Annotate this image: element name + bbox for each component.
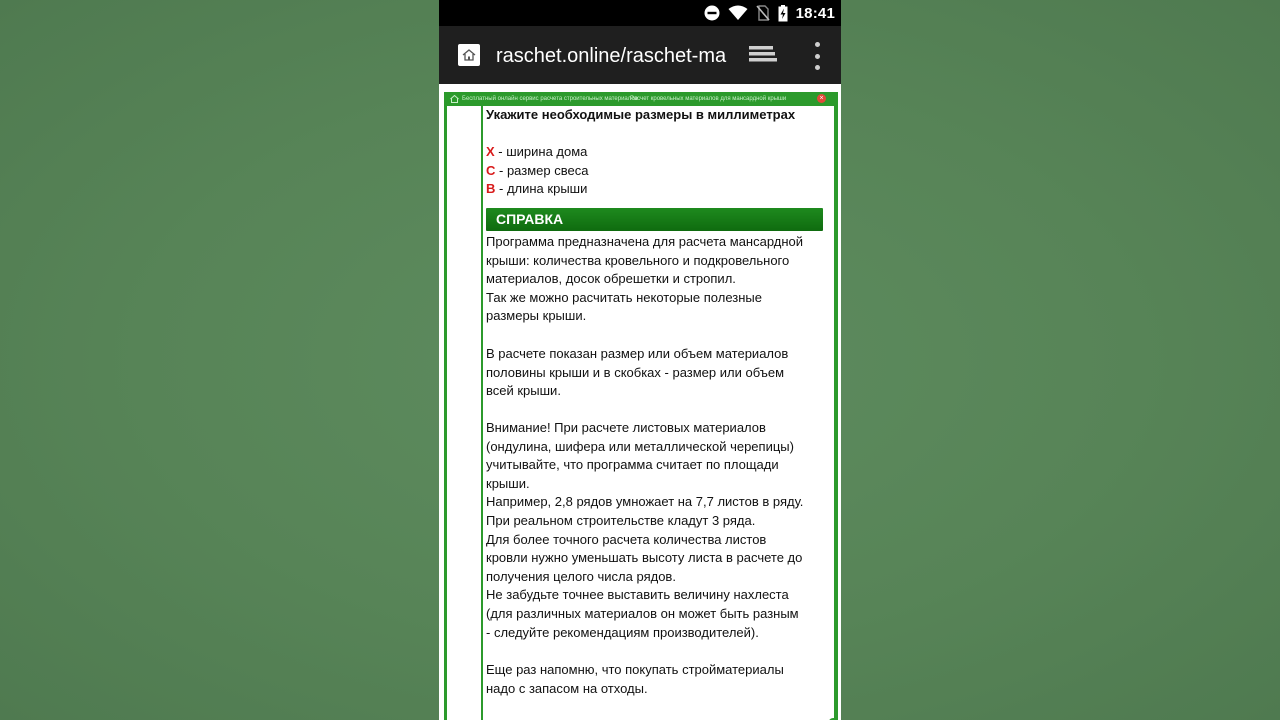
wifi-icon bbox=[728, 5, 748, 21]
browser-toolbar bbox=[439, 26, 841, 84]
paragraph-reminder: Еще раз напомню, что покупать стройматериалы надо с запасом на отходы. bbox=[486, 662, 784, 696]
web-content bbox=[439, 84, 841, 720]
do-not-disturb-icon bbox=[704, 5, 720, 21]
url-bar[interactable]: raschet.online/raschet-ma bbox=[496, 45, 727, 67]
home-icon bbox=[450, 95, 459, 103]
page-heading: Укажите необходимые размеры в миллиметрах bbox=[486, 107, 796, 122]
legend-item-c: C - размер свеса bbox=[486, 163, 589, 178]
right-divider bbox=[834, 106, 837, 720]
battery-charging-icon bbox=[778, 5, 788, 22]
legend-item-x: X - ширина дома bbox=[486, 144, 588, 159]
left-divider bbox=[481, 106, 483, 720]
paragraph-warning: Внимание! При расчете листовых материалов (ондулина, шифера или металлической черепицы) учитывайте, что программа считает по площади крыши. Например, 2,8 рядов умножает на 7,7 листов в ряду. При реальном строительстве кладут 3 ряда. Для более точного расчета количества листов кровли нужно уменьшать высоту листа в расчете до получения целого числа рядов. Не забудьте точнее выставить величину нахлеста (для различных материалов он может быть разным - следуйте рекомендациям производителей). bbox=[486, 420, 804, 640]
content-panel bbox=[447, 106, 835, 720]
tabs-icon[interactable] bbox=[747, 43, 779, 67]
paragraph-purpose: Программа предназначена для расчета мансардной крыши: количества кровельного и подкровельного материалов, досок обрешетки и стропил. Так же можно расчитать некоторые полезные размеры крыши. bbox=[486, 234, 804, 324]
status-bar bbox=[439, 0, 841, 26]
ad-left-text: Бесплатный онлайн сервис расчета строительных материалов bbox=[462, 96, 638, 102]
site-home-icon[interactable] bbox=[458, 44, 480, 66]
phone-screen bbox=[439, 0, 841, 720]
paragraph-volume: В расчете показан размер или объем материалов половины крыши и в скобках - размер или объем всей крыши. bbox=[486, 346, 789, 399]
no-sim-icon bbox=[756, 5, 770, 21]
ad-right-text: Расчет кровельных материалов для мансардной крыши bbox=[630, 96, 787, 102]
close-icon[interactable]: × bbox=[817, 94, 826, 103]
ad-banner[interactable] bbox=[444, 92, 838, 106]
legend-item-b: B - длина крыши bbox=[486, 181, 588, 196]
clock-time: 18:41 bbox=[795, 4, 835, 22]
page-frame bbox=[444, 92, 838, 720]
more-menu-icon[interactable] bbox=[807, 42, 827, 70]
section-header: СПРАВКА bbox=[486, 208, 823, 231]
